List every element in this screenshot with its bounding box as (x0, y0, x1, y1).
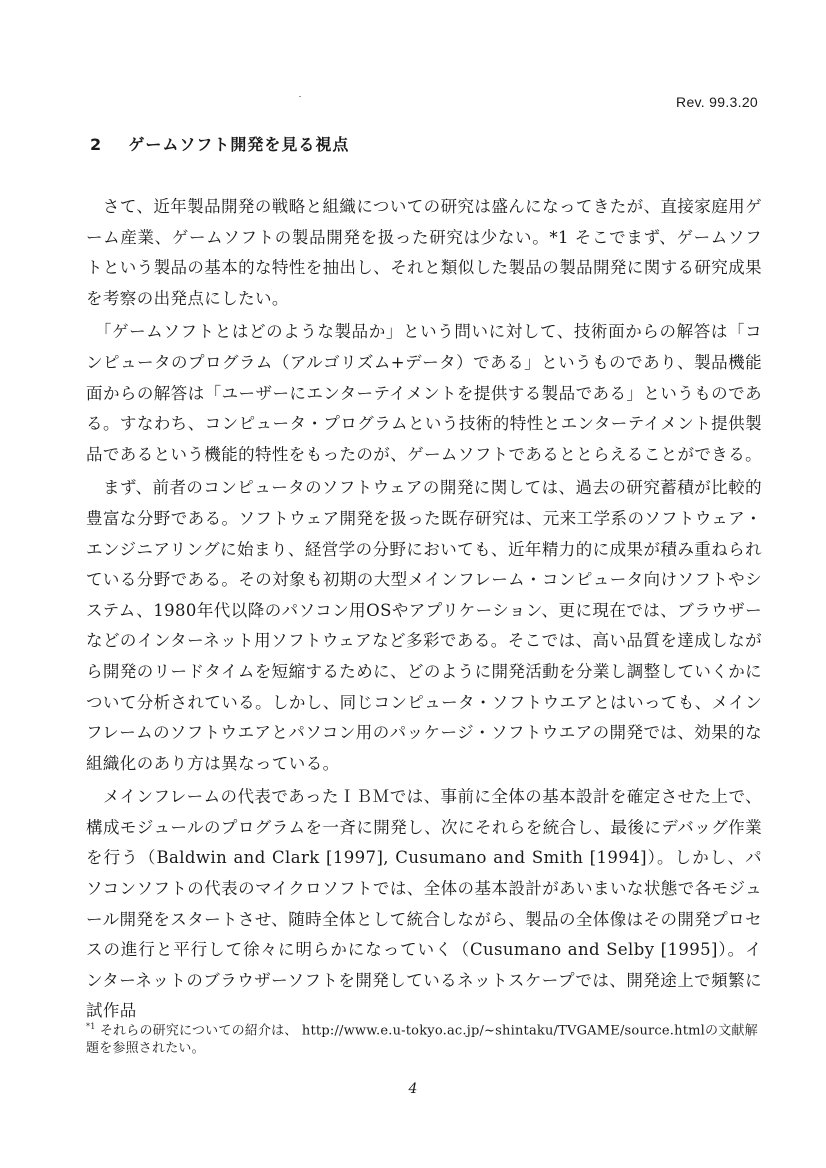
section-number: 2 (90, 135, 103, 154)
scan-speck (299, 96, 301, 97)
revision-date: Rev. 99.3.20 (676, 94, 758, 110)
page-number: 4 (408, 1081, 418, 1097)
paragraph: まず、前者のコンピュータのソフトウェアの開発に関しては、過去の研究蓄積が比較的豊富な分野である。ソフトウェア開発を扱った既存研究は、元来工学系のソフトウェア・エンジニアリングに始まり、経営学の分野においても、近年精力的に成果が積み重ねられている分野である。その対象も初期の大型メインフレーム・コンピュータ向けソフトやシステム、1980年代以降のパソコン用OSやアプリケーション、更に現在では、ブラウザーなどのインターネット用ソフトウェアなど多彩である。そこでは、高い品質を達成しながら開発のリードタイムを短縮するために、どのように開発活動を分業し調整していくかについて分析されている。しかし、同じコンピュータ・ソフトウエアとはいっても、メインフレームのソフトウエアとパソコン用のパッケージ・ソフトウエアの開発では、効果的な組織化のあり方は異なっている。 (86, 478, 762, 773)
section-title: ゲームソフト開発を見る視点 (128, 135, 350, 154)
paragraph: 「ゲームソフトとはどのような製品か」という問いに対して、技術面からの解答は「コンピュータのプログラム（アルゴリズム+データ）である」というものであり、製品機能面からの解答は「ユーザーにエンターテイメントを提供する製品である」というものである。すなわち、コンピュータ・プログラムという技術的特性とエンターテイメント提供製品であるという機能的特性をもったのが、ゲームソフトであるととらえることができる。 (86, 322, 762, 464)
body-text (86, 192, 762, 1027)
footnote (86, 1018, 766, 1058)
footnote-marker: *1 (86, 1022, 96, 1031)
section-heading (90, 132, 349, 155)
paragraph: メインフレームの代表であったＩＢＭでは、事前に全体の基本設計を確定させた上で、構成モジュールのプログラムを一斉に開発し、次にそれらを統合し、最後にデバッグ作業を行う（Baldwin and Clark [1997], Cusumano and Smith [1994]）。しかし、パソコンソフトの代表のマイクロソフトでは、全体の基本設計があいまいな状態で各モジュール開発をスタートさせ、随時全体として統合しながら、製品の全体像はその開発プロセスの進行と平行して徐々に明らかになっていく（Cusumano and Selby [1995]）。インターネットのブラウザーソフトを開発しているネットスケープでは、開発途上で頻繁に試作品 (86, 787, 762, 1021)
footnote-text: それらの研究についての紹介は、 http://www.e.u-tokyo.ac.jp/~shintaku/TVGAME/source.htmlの文献解題を参照されたい。 (86, 1023, 758, 1057)
paragraph: さて、近年製品開発の戦略と組織についての研究は盛んになってきたが、直接家庭用ゲーム産業、ゲームソフトの製品開発を扱った研究は少ない。*1 そこでまず、ゲームソフトという製品の基本的な特性を抽出し、それと類似した製品の製品開発に関する研究成果を考察の出発点にしたい。 (86, 197, 762, 308)
